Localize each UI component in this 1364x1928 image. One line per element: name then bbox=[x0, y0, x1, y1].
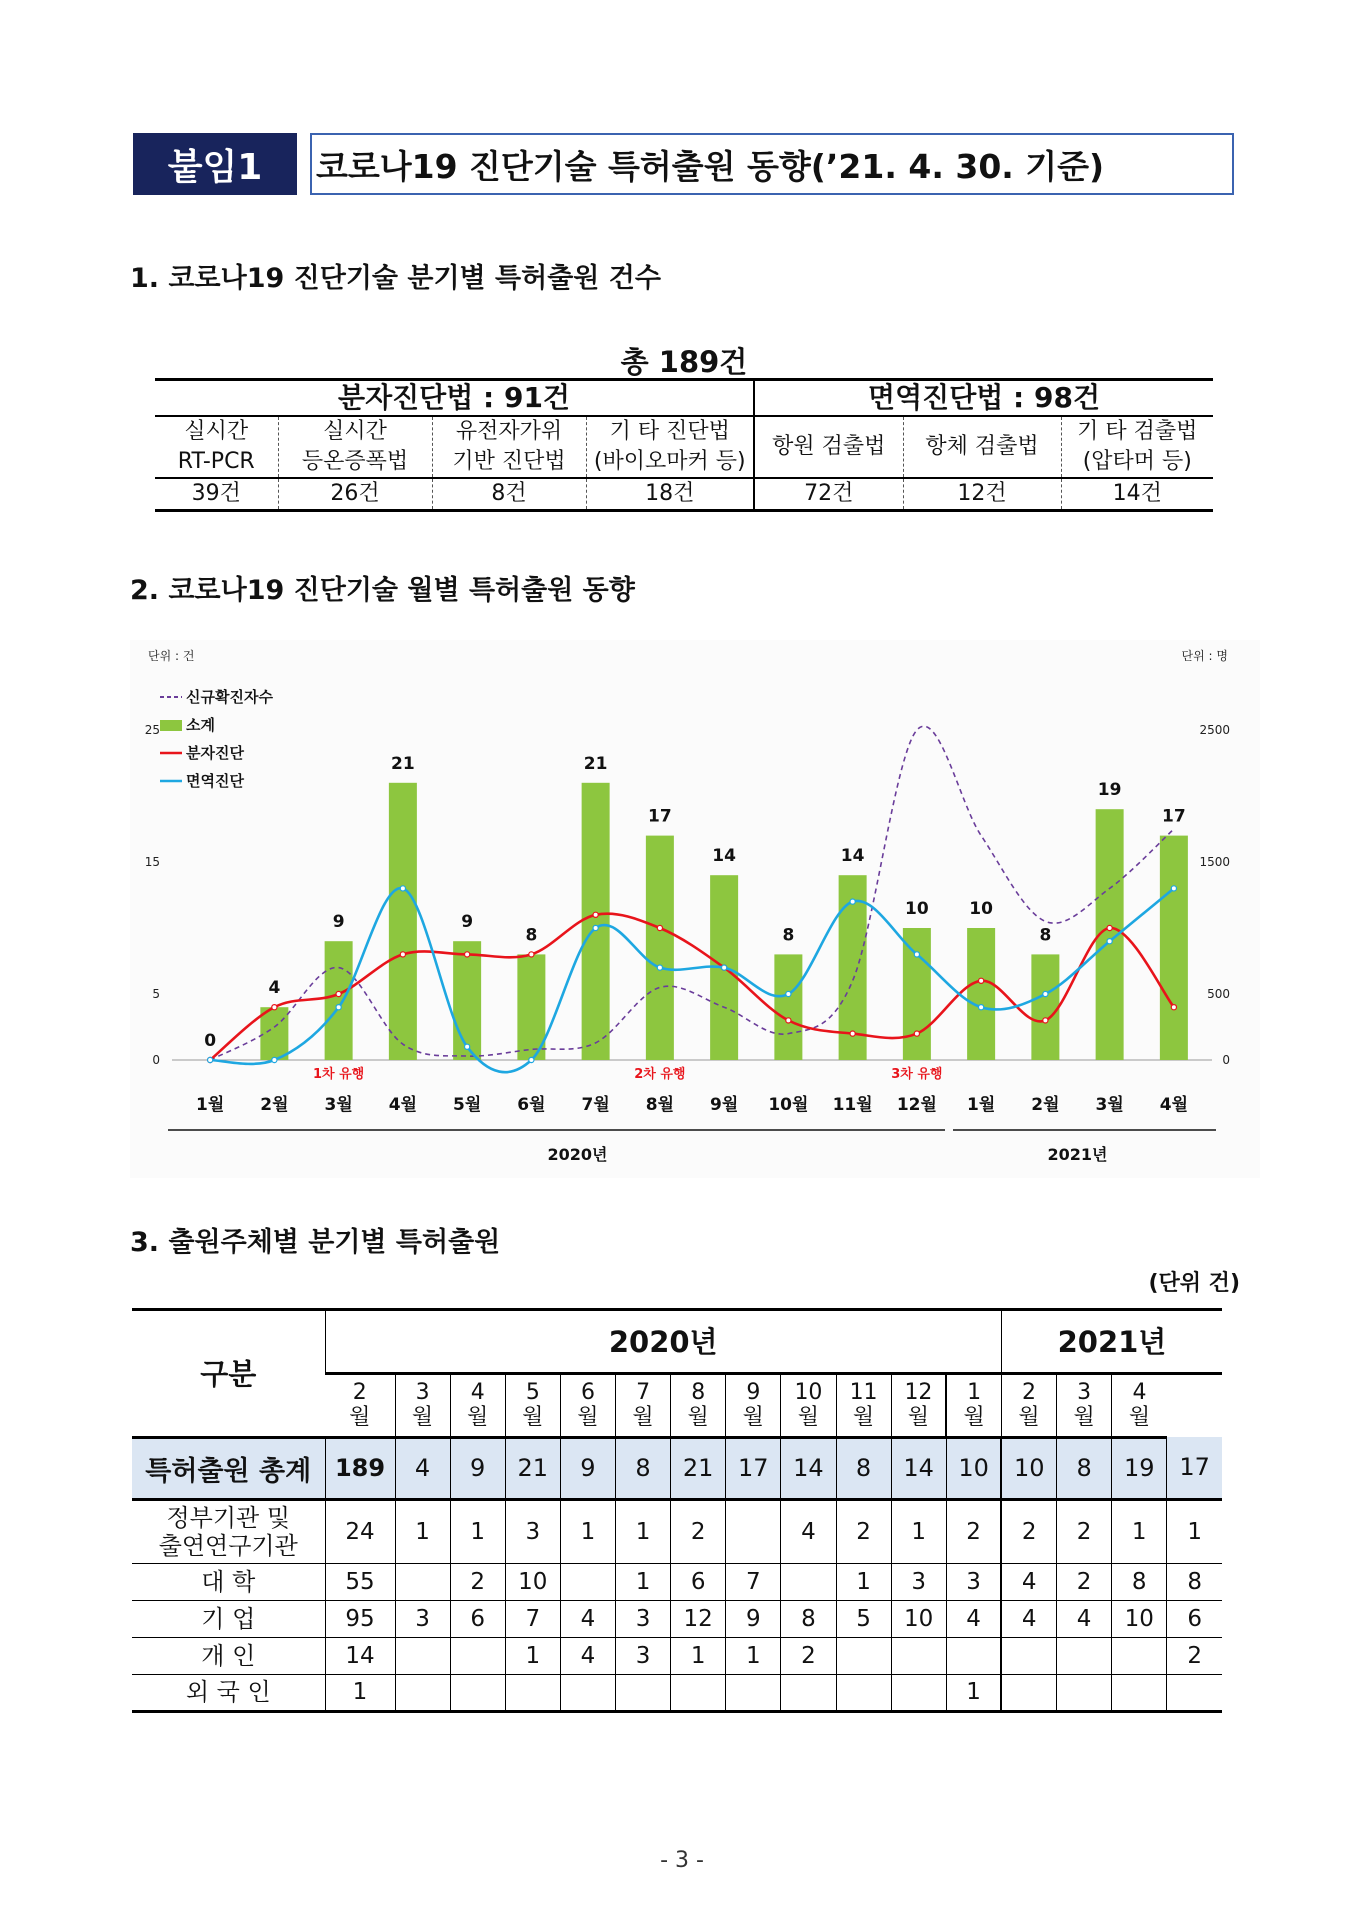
applicant-cell: 10 bbox=[505, 1563, 560, 1600]
wave-annotation: 3차 유행 bbox=[891, 1067, 943, 1082]
series-point bbox=[722, 965, 727, 970]
applicant-cell: 2 bbox=[1167, 1637, 1222, 1674]
series-point bbox=[1107, 939, 1112, 944]
legend-label: 소계 bbox=[186, 716, 215, 734]
method-name: 유전자가위 기반 진단법 bbox=[432, 416, 586, 478]
applicant-cell bbox=[836, 1674, 891, 1711]
applicant-label: 대 학 bbox=[132, 1563, 325, 1600]
applicant-row bbox=[132, 1674, 1222, 1711]
method-names-row bbox=[155, 416, 1213, 478]
applicant-cell: 10 bbox=[891, 1600, 946, 1637]
applicant-cell: 4 bbox=[946, 1600, 1001, 1637]
applicant-sum: 24 bbox=[325, 1499, 395, 1563]
month-label: 7월 bbox=[581, 1095, 610, 1115]
total-cell: 8 bbox=[616, 1437, 671, 1499]
bar bbox=[1160, 836, 1188, 1060]
series-point bbox=[400, 886, 405, 891]
total-cell: 19 bbox=[1112, 1437, 1167, 1499]
month-header: 6 월 bbox=[560, 1373, 615, 1437]
series-point bbox=[850, 899, 855, 904]
group-molecular: 분자진단법 : 91건 bbox=[155, 380, 754, 416]
month-label: 3월 bbox=[324, 1095, 353, 1115]
applicant-cell bbox=[891, 1637, 946, 1674]
bar-label: 8 bbox=[525, 925, 538, 946]
total-sum: 189 bbox=[325, 1437, 395, 1499]
method-name: 기 타 검출법 (압타머 등) bbox=[1061, 416, 1213, 478]
y-tick-left: 0 bbox=[152, 1053, 160, 1067]
applicant-cell bbox=[1057, 1637, 1112, 1674]
applicant-cell bbox=[450, 1674, 505, 1711]
series-point bbox=[1171, 886, 1176, 891]
section3-title: 3. 출원주체별 분기별 특허출원 bbox=[130, 1227, 501, 1258]
applicant-cell bbox=[395, 1674, 450, 1711]
applicant-cell: 3 bbox=[616, 1600, 671, 1637]
applicant-cell: 6 bbox=[450, 1600, 505, 1637]
applicant-label: 외 국 인 bbox=[132, 1674, 325, 1711]
wave-annotation: 2차 유행 bbox=[634, 1067, 686, 1082]
total-cell: 17 bbox=[726, 1437, 781, 1499]
method-name: 항원 검출법 bbox=[754, 416, 903, 478]
series-point bbox=[529, 952, 534, 957]
applicant-sum: 55 bbox=[325, 1563, 395, 1600]
series-point bbox=[850, 1031, 855, 1036]
applicant-label: 기 업 bbox=[132, 1600, 325, 1637]
legend-label: 면역진단 bbox=[186, 772, 244, 790]
applicant-cell: 1 bbox=[946, 1674, 1001, 1711]
total-cell: 4 bbox=[395, 1437, 450, 1499]
applicant-cell: 1 bbox=[671, 1637, 726, 1674]
applicant-cell: 8 bbox=[1112, 1563, 1167, 1600]
bar-label: 10 bbox=[905, 899, 929, 919]
method-count: 8건 bbox=[432, 478, 586, 511]
series-point bbox=[272, 1005, 277, 1010]
month-header: 3 월 bbox=[395, 1373, 450, 1437]
applicant-cell: 8 bbox=[1167, 1563, 1222, 1600]
document-title: 코로나19 진단기술 특허출원 동향(’21. 4. 30. 기준) bbox=[310, 133, 1234, 195]
bar-label: 4 bbox=[268, 978, 281, 999]
month-label: 9월 bbox=[709, 1095, 739, 1115]
month-label: 10월 bbox=[768, 1095, 809, 1115]
applicant-row bbox=[132, 1600, 1222, 1637]
method-name: 실시간 RT-PCR bbox=[177, 418, 255, 474]
series-point bbox=[657, 965, 662, 970]
month-header: 1 월 bbox=[946, 1373, 1001, 1437]
applicant-cell: 1 bbox=[505, 1637, 560, 1674]
applicant-cell bbox=[395, 1563, 450, 1600]
year-label-2020: 2020년 bbox=[547, 1145, 608, 1164]
section1-title: 1. 코로나19 진단기술 분기별 특허출원 건수 bbox=[130, 263, 661, 294]
applicant-cell: 1 bbox=[616, 1563, 671, 1600]
applicant-cell: 7 bbox=[726, 1563, 781, 1600]
total-cell: 21 bbox=[671, 1437, 726, 1499]
month-header: 4 월 bbox=[450, 1373, 505, 1437]
bar-label: 14 bbox=[840, 846, 865, 867]
right-unit-label: 단위 : 명 bbox=[1181, 649, 1228, 663]
total-cell: 14 bbox=[781, 1437, 836, 1499]
applicant-cell: 2 bbox=[1057, 1563, 1112, 1600]
applicant-cell: 2 bbox=[450, 1563, 505, 1600]
series-point bbox=[465, 1044, 470, 1049]
applicant-cell: 2 bbox=[781, 1637, 836, 1674]
total-cell: 9 bbox=[450, 1437, 505, 1499]
series-point bbox=[465, 952, 470, 957]
applicant-cell: 2 bbox=[1001, 1499, 1056, 1563]
gubun-header: 구분 bbox=[132, 1310, 325, 1437]
month-header: 7 월 bbox=[616, 1373, 671, 1437]
series-point bbox=[786, 991, 791, 996]
applicant-cell bbox=[726, 1674, 781, 1711]
method-count: 26건 bbox=[278, 478, 432, 511]
month-header: 10 월 bbox=[781, 1373, 836, 1437]
unit-label: (단위 건) bbox=[1148, 1271, 1240, 1296]
bar bbox=[453, 941, 481, 1060]
series-point bbox=[1043, 991, 1048, 996]
method-count: 39건 bbox=[155, 478, 278, 511]
month-header: 3 월 bbox=[1057, 1373, 1112, 1437]
applicant-cell bbox=[1167, 1674, 1222, 1711]
applicant-cell: 3 bbox=[891, 1563, 946, 1600]
applicant-cell bbox=[781, 1674, 836, 1711]
year-label-2021: 2021년 bbox=[1047, 1145, 1108, 1164]
applicant-cell bbox=[505, 1674, 560, 1711]
method-count: 14건 bbox=[1061, 478, 1213, 511]
month-header: 9 월 bbox=[726, 1373, 781, 1437]
total-cell: 8 bbox=[1057, 1437, 1112, 1499]
year-2020-header: 2020년 bbox=[325, 1310, 1001, 1373]
applicant-cell bbox=[836, 1637, 891, 1674]
bar bbox=[389, 783, 417, 1060]
bar-label: 21 bbox=[391, 753, 415, 774]
applicant-cell bbox=[1001, 1674, 1056, 1711]
applicant-cell: 1 bbox=[616, 1499, 671, 1563]
applicant-cell: 2 bbox=[946, 1499, 1001, 1563]
series-point bbox=[979, 978, 984, 983]
applicant-cell: 10 bbox=[1112, 1600, 1167, 1637]
applicant-cell: 4 bbox=[560, 1600, 615, 1637]
applicant-cell bbox=[450, 1637, 505, 1674]
applicant-cell: 5 bbox=[836, 1600, 891, 1637]
series-point bbox=[593, 912, 598, 917]
applicant-cell: 4 bbox=[560, 1637, 615, 1674]
total-label: 특허출원 총계 bbox=[132, 1437, 325, 1499]
method-count: 18건 bbox=[586, 478, 754, 511]
method-count: 72건 bbox=[754, 478, 903, 511]
left-unit-label: 단위 : 건 bbox=[148, 649, 195, 663]
method-name: 항체 검출법 bbox=[903, 416, 1061, 478]
bar bbox=[774, 954, 802, 1060]
total-cell: 21 bbox=[505, 1437, 560, 1499]
applicant-cell: 1 bbox=[450, 1499, 505, 1563]
bar-label: 9 bbox=[332, 912, 345, 933]
month-label: 12월 bbox=[896, 1095, 937, 1115]
applicant-cell bbox=[1057, 1674, 1112, 1711]
applicant-cell: 1 bbox=[560, 1499, 615, 1563]
applicant-cell: 2 bbox=[836, 1499, 891, 1563]
series-point bbox=[914, 952, 919, 957]
bar bbox=[260, 1007, 288, 1060]
applicant-cell: 12 bbox=[671, 1600, 726, 1637]
applicant-cell bbox=[781, 1563, 836, 1600]
bar bbox=[1031, 954, 1059, 1060]
applicant-cell bbox=[616, 1674, 671, 1711]
bar-label: 17 bbox=[1162, 806, 1186, 827]
month-label: 11월 bbox=[832, 1095, 873, 1115]
applicant-cell: 1 bbox=[891, 1499, 946, 1563]
applicant-cell bbox=[560, 1563, 615, 1600]
applicant-row bbox=[132, 1637, 1222, 1674]
legend-label: 분자진단 bbox=[186, 744, 244, 762]
applicant-sum: 95 bbox=[325, 1600, 395, 1637]
series-point bbox=[593, 925, 598, 930]
month-header: 2 월 bbox=[325, 1373, 395, 1437]
applicant-cell bbox=[395, 1637, 450, 1674]
month-header: 4 월 bbox=[1112, 1373, 1167, 1437]
bar bbox=[967, 928, 995, 1060]
total-cell: 9 bbox=[560, 1437, 615, 1499]
applicant-cell: 1 bbox=[836, 1563, 891, 1600]
y-tick-right: 500 bbox=[1207, 987, 1230, 1001]
month-label: 3월 bbox=[1095, 1095, 1124, 1115]
applicant-cell bbox=[726, 1499, 781, 1563]
month-header: 12 월 bbox=[891, 1373, 946, 1437]
applicant-sum: 14 bbox=[325, 1637, 395, 1674]
applicant-cell: 4 bbox=[781, 1499, 836, 1563]
applicant-cell bbox=[946, 1637, 1001, 1674]
series-point bbox=[1043, 1018, 1048, 1023]
applicant-cell bbox=[1112, 1674, 1167, 1711]
applicant-row bbox=[132, 1563, 1222, 1600]
total-cell: 10 bbox=[1001, 1437, 1056, 1499]
wave-annotation: 1차 유행 bbox=[313, 1067, 365, 1082]
applicant-cell bbox=[1112, 1637, 1167, 1674]
series-point bbox=[1171, 1005, 1176, 1010]
attachment-badge: 붙임1 bbox=[133, 133, 297, 195]
method-count: 12건 bbox=[903, 478, 1061, 511]
applicant-cell: 6 bbox=[1167, 1600, 1222, 1637]
series-point bbox=[1107, 925, 1112, 930]
diagnosis-method-table bbox=[155, 378, 1213, 512]
bar-label: 8 bbox=[782, 925, 795, 946]
applicant-cell: 4 bbox=[1001, 1563, 1056, 1600]
group-immune: 면역진단법 : 98건 bbox=[754, 380, 1213, 416]
bar bbox=[903, 928, 931, 1060]
applicant-cell: 1 bbox=[395, 1499, 450, 1563]
applicant-cell bbox=[671, 1674, 726, 1711]
applicant-cell: 7 bbox=[505, 1600, 560, 1637]
method-name: 기 타 진단법 (바이오마커 등) bbox=[586, 416, 754, 478]
y-tick-right: 2500 bbox=[1199, 723, 1230, 737]
bar bbox=[646, 836, 674, 1060]
bar-label: 14 bbox=[712, 846, 736, 867]
bar bbox=[582, 783, 610, 1060]
bar-label: 21 bbox=[583, 753, 608, 774]
month-label: 1월 bbox=[966, 1095, 996, 1115]
legend-swatch bbox=[160, 720, 182, 731]
month-label: 8월 bbox=[645, 1095, 675, 1115]
series-point bbox=[272, 1057, 277, 1062]
series-point bbox=[336, 1005, 341, 1010]
total-row bbox=[132, 1437, 1222, 1499]
bar-label: 0 bbox=[204, 1031, 217, 1051]
total-count: 총 189건 bbox=[620, 345, 748, 379]
applicant-cell: 8 bbox=[781, 1600, 836, 1637]
series-point bbox=[400, 952, 405, 957]
bar bbox=[325, 941, 353, 1060]
applicant-cell: 2 bbox=[671, 1499, 726, 1563]
month-label: 5월 bbox=[452, 1095, 482, 1115]
series-point bbox=[529, 1057, 534, 1062]
series-point bbox=[786, 1018, 791, 1023]
total-cell: 10 bbox=[946, 1437, 1001, 1499]
monthly-trend-chart bbox=[130, 640, 1260, 1178]
applicant-cell: 3 bbox=[616, 1637, 671, 1674]
month-header: 2 월 bbox=[1001, 1373, 1056, 1437]
series-point bbox=[208, 1057, 213, 1062]
applicant-cell: 2 bbox=[1057, 1499, 1112, 1563]
bar-label: 19 bbox=[1097, 780, 1122, 801]
y-tick-left: 5 bbox=[152, 987, 160, 1001]
applicant-table bbox=[132, 1310, 1222, 1713]
method-name: 실시간 등온증폭법 bbox=[278, 416, 432, 478]
series-point bbox=[979, 1005, 984, 1010]
series-point bbox=[914, 1031, 919, 1036]
applicant-row bbox=[132, 1499, 1222, 1563]
applicant-label: 정부기관 및 출연연구기관 bbox=[132, 1499, 325, 1563]
applicant-cell: 1 bbox=[726, 1637, 781, 1674]
total-cell: 8 bbox=[836, 1437, 891, 1499]
applicant-cell: 3 bbox=[505, 1499, 560, 1563]
bar-label: 9 bbox=[461, 912, 474, 933]
applicant-cell: 4 bbox=[1057, 1600, 1112, 1637]
applicant-cell bbox=[1001, 1637, 1056, 1674]
month-label: 4월 bbox=[1159, 1095, 1189, 1115]
y-tick-right: 1500 bbox=[1199, 855, 1230, 869]
legend-label: 신규확진자수 bbox=[186, 688, 273, 706]
month-label: 1월 bbox=[195, 1095, 225, 1115]
bar-label: 10 bbox=[969, 899, 993, 919]
month-label: 2월 bbox=[260, 1095, 289, 1115]
month-header: 8 월 bbox=[671, 1373, 726, 1437]
applicant-cell: 3 bbox=[395, 1600, 450, 1637]
applicant-label: 개 인 bbox=[132, 1637, 325, 1674]
applicant-cell bbox=[560, 1674, 615, 1711]
series-point bbox=[336, 991, 341, 996]
series-point bbox=[657, 925, 662, 930]
total-cell: 17 bbox=[1167, 1437, 1222, 1499]
applicant-cell: 3 bbox=[946, 1563, 1001, 1600]
applicant-cell: 6 bbox=[671, 1563, 726, 1600]
total-cell: 14 bbox=[891, 1437, 946, 1499]
month-header: 5 월 bbox=[505, 1373, 560, 1437]
month-label: 6월 bbox=[517, 1095, 546, 1115]
bar-label: 8 bbox=[1039, 925, 1052, 946]
month-header: 11 월 bbox=[836, 1373, 891, 1437]
applicant-cell: 9 bbox=[726, 1600, 781, 1637]
year-2021-header: 2021년 bbox=[1001, 1310, 1222, 1373]
section2-title: 2. 코로나19 진단기술 월별 특허출원 동향 bbox=[130, 575, 635, 606]
page-number: - 3 - bbox=[660, 1848, 704, 1873]
applicant-cell bbox=[891, 1674, 946, 1711]
applicant-cell: 1 bbox=[1112, 1499, 1167, 1563]
chart-background bbox=[130, 640, 1260, 1178]
y-tick-right: 0 bbox=[1222, 1053, 1230, 1067]
applicant-sum: 1 bbox=[325, 1674, 395, 1711]
y-tick-left: 25 bbox=[144, 723, 160, 737]
applicant-cell: 1 bbox=[1167, 1499, 1222, 1563]
applicant-cell: 4 bbox=[1001, 1600, 1056, 1637]
bar-label: 17 bbox=[648, 806, 672, 827]
month-label: 4월 bbox=[388, 1095, 418, 1115]
month-label: 2월 bbox=[1031, 1095, 1060, 1115]
method-counts-row bbox=[155, 478, 1213, 511]
y-tick-left: 15 bbox=[144, 855, 160, 869]
